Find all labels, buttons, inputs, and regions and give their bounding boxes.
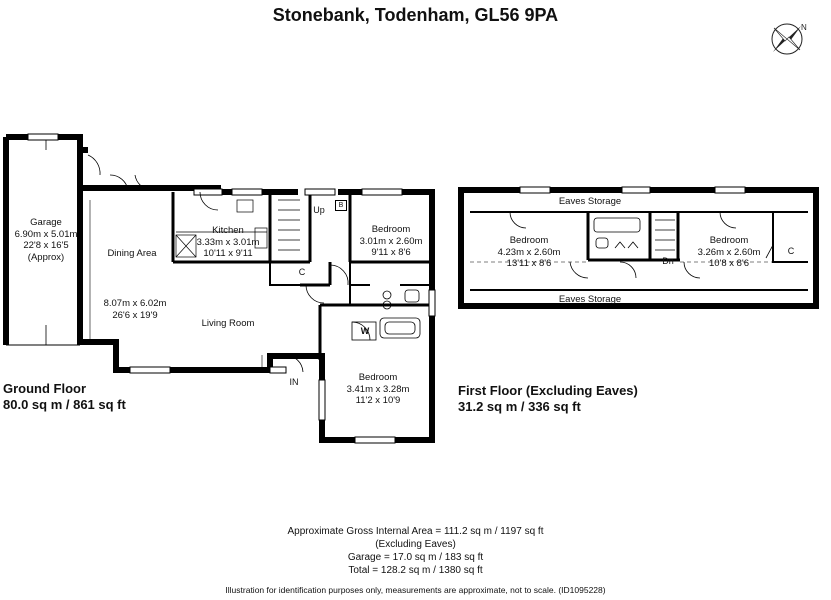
room-bedroom-1 [352, 224, 430, 259]
room-bedroom-1-imperial: 9'11 x 8'6 [371, 247, 411, 258]
room-garage-imperial: 22'8 x 16'5 [23, 240, 69, 251]
room-bedroom-2-metric: 3.41m x 3.28m [346, 383, 410, 395]
room-garage [8, 217, 84, 263]
room-bedroom-4-name: Bedroom [709, 235, 749, 246]
room-bedroom-3-name: Bedroom [509, 235, 549, 246]
room-eaves-storage-top: Eaves Storage [558, 196, 622, 207]
room-bedroom-3-imperial: 13'11 x 8'6 [506, 258, 552, 269]
room-living-imperial: 26'6 x 19'9 [112, 309, 158, 321]
stairs-down-label: Dn [662, 256, 674, 266]
room-garage-note: (Approx) [27, 251, 65, 263]
room-bedroom-4-imperial: 10'8 x 8'6 [708, 258, 750, 269]
summary-total-area: Total = 128.2 sq m / 1380 sq ft [348, 565, 483, 576]
room-kitchen-metric: 3.33m x 3.01m [196, 236, 260, 248]
room-garage-metric: 6.90m x 5.01m [14, 228, 78, 240]
room-kitchen [188, 225, 268, 260]
room-bedroom-1-metric: 3.01m x 2.60m [359, 235, 423, 247]
ground-floor-label: Ground Floor [3, 381, 87, 396]
page-title: Stonebank, Todenham, GL56 9PA [272, 5, 559, 25]
first-floor-internal-walls [588, 212, 680, 260]
area-summary [0, 525, 831, 577]
boiler-label: B [335, 200, 347, 211]
stair-wall [270, 192, 310, 262]
room-living-metric: 8.07m x 6.02m [103, 298, 167, 309]
room-dining-name: Dining Area [107, 248, 157, 259]
first-floor-area-value: 31.2 sq m / 336 sq ft [458, 399, 581, 414]
disclaimer-text: Illustration for identification purposes only, measurements are approximate, not to scale. (ID1095228) [225, 585, 606, 595]
room-kitchen-imperial: 10'11 x 9'11 [203, 248, 253, 259]
hall-wall [300, 262, 432, 360]
room-bedroom-2-name: Bedroom [358, 372, 398, 383]
summary-excluding-eaves: (Excluding Eaves) [375, 539, 456, 550]
room-eaves-storage-bottom: Eaves Storage [558, 294, 622, 305]
room-bedroom-1-name: Bedroom [371, 224, 411, 235]
room-living-name: Living Room [201, 318, 255, 329]
first-floor-area [458, 383, 638, 415]
room-bedroom-2 [338, 372, 418, 407]
svg-text:N: N [801, 23, 807, 32]
stairs-up-label: Up [313, 205, 325, 215]
ground-floor-area-value: 80.0 sq m / 861 sq ft [3, 397, 126, 412]
room-bedroom-3 [490, 235, 568, 270]
room-bedroom-2-imperial: 11'2 x 10'9 [355, 395, 401, 406]
room-bedroom-4-metric: 3.26m x 2.60m [697, 246, 761, 258]
room-garage-name: Garage [30, 217, 62, 228]
room-dining-area [100, 248, 164, 260]
cupboard-label: C [298, 267, 306, 277]
summary-gross-area: Approximate Gross Internal Area = 111.2 sq m / 1197 sq ft [287, 526, 544, 537]
room-bedroom-3-metric: 4.23m x 2.60m [497, 246, 561, 258]
entrance-label: IN [289, 377, 299, 387]
summary-garage-area: Garage = 17.0 sq m / 183 sq ft [347, 552, 484, 563]
room-living [100, 298, 170, 321]
room-living-label [188, 318, 268, 330]
first-floor-label: First Floor (Excluding Eaves) [458, 383, 638, 398]
bath-wall [350, 262, 432, 305]
wardrobe-label: W [360, 326, 370, 336]
room-kitchen-name: Kitchen [212, 225, 244, 236]
first-floor-cupboard-label: C [787, 246, 795, 256]
room-bedroom-4 [690, 235, 768, 270]
ground-floor-area [3, 381, 126, 413]
